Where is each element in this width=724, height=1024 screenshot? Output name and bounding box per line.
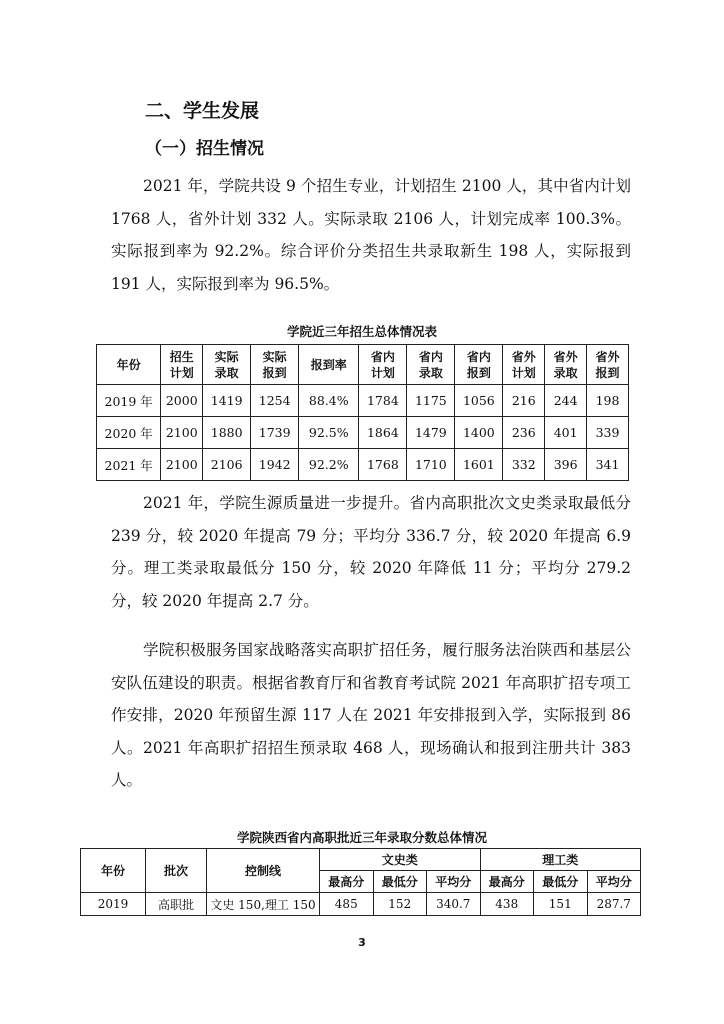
- table-cell: 2019: [81, 893, 146, 916]
- table-cell: 高职批: [146, 893, 207, 916]
- table-cell: 2019 年: [97, 385, 161, 417]
- t1-col-in-report: 省内 报到: [455, 345, 503, 385]
- table-cell: 1739: [251, 417, 299, 449]
- table-cell: 2021 年: [97, 449, 161, 481]
- table-cell: 88.4%: [299, 385, 359, 417]
- table-cell: 1880: [203, 417, 251, 449]
- section-heading: 二、学生发展: [145, 100, 260, 122]
- t2-col-batch: 批次: [146, 849, 207, 893]
- table2-header-row: [81, 849, 641, 871]
- table-cell: 2106: [203, 449, 251, 481]
- table-cell: 1479: [407, 417, 455, 449]
- t1-col-plan: 招生 计划: [161, 345, 203, 385]
- table-cell: 1784: [359, 385, 407, 417]
- table-cell: 2100: [161, 417, 203, 449]
- score-table: [80, 848, 641, 916]
- t2-col-control: 控制线: [207, 849, 320, 893]
- t2-sci-avg: 平均分: [587, 871, 641, 893]
- table-cell: 1254: [251, 385, 299, 417]
- table-cell: 1942: [251, 449, 299, 481]
- table-cell: 339: [587, 417, 629, 449]
- paragraph-enrollment: 2021 年，学院共设 9 个招生专业，计划招生 2100 人，其中省内计划 1768 人，省外计划 332 人。实际录取 2106 人，计划完成率 100.3%。实际报到率为 92.2%。综合评价分类招生共录取新生 198 人，实际报到 191 人，实际报到率为 96.5%。: [111, 177, 631, 293]
- t1-col-report: 实际 报到: [251, 345, 299, 385]
- t2-arts-min: 最低分: [373, 871, 427, 893]
- table-cell: 2000: [161, 385, 203, 417]
- table-cell: 92.2%: [299, 449, 359, 481]
- table-cell: 332: [503, 449, 545, 481]
- table-cell: 396: [545, 449, 587, 481]
- page-number: 3: [358, 936, 366, 949]
- table-cell: 340.7: [427, 893, 481, 916]
- table-cell: 438: [480, 893, 534, 916]
- t2-sci-max: 最高分: [480, 871, 534, 893]
- table-cell: 401: [545, 417, 587, 449]
- table-cell: 1175: [407, 385, 455, 417]
- table-cell: 92.5%: [299, 417, 359, 449]
- table-cell: 1864: [359, 417, 407, 449]
- t1-col-in-plan: 省内 计划: [359, 345, 407, 385]
- table1-header-row: [97, 345, 629, 385]
- t2-group-arts: 文史类: [320, 849, 481, 871]
- table-cell: 198: [587, 385, 629, 417]
- table-cell: 2100: [161, 449, 203, 481]
- table-cell: 244: [545, 385, 587, 417]
- table-cell: 2020 年: [97, 417, 161, 449]
- paragraph-expansion: 学院积极服务国家战略落实高职扩招任务，履行服务法治陕西和基层公安队伍建设的职责。根据省教育厅和省教育考试院 2021 年高职扩招专项工作安排，2020 年预留生源 117 人在 2021 年安排报到入学，实际报到 86 人。2021 年高职扩招招生预录取 468 人，现场确认和报到注册共计 383 人。: [111, 641, 631, 789]
- t1-col-year: 年份: [97, 345, 161, 385]
- table-cell: 216: [503, 385, 545, 417]
- t2-sci-min: 最低分: [534, 871, 588, 893]
- table-cell: 236: [503, 417, 545, 449]
- table-row: [97, 417, 629, 449]
- table2-caption: 学院陕西省内高职批近三年录取分数总体情况: [236, 830, 487, 845]
- table-cell: 485: [320, 893, 374, 916]
- paragraph-quality: 2021 年，学院生源质量进一步提升。省内高职批次文史类录取最低分 239 分，较 2020 年提高 79 分；平均分 336.7 分，较 2020 年提高 6.9 分。理工类录取最低分 150 分，较 2020 年降低 11 分；平均分 279.2 分，较 2020 年提高 2.7 分。: [111, 494, 631, 610]
- t1-col-out-plan: 省外 计划: [503, 345, 545, 385]
- t1-col-out-report: 省外 报到: [587, 345, 629, 385]
- table-cell: 1056: [455, 385, 503, 417]
- table-cell: 1400: [455, 417, 503, 449]
- table-row: [97, 449, 629, 481]
- enrollment-table: [96, 344, 629, 481]
- t1-col-rate: 报到率: [299, 345, 359, 385]
- t1-col-admit: 实际 录取: [203, 345, 251, 385]
- t1-col-in-admit: 省内 录取: [407, 345, 455, 385]
- table-cell: 287.7: [587, 893, 641, 916]
- t1-col-out-admit: 省外 录取: [545, 345, 587, 385]
- subsection-heading: （一）招生情况: [145, 139, 264, 159]
- t2-arts-max: 最高分: [320, 871, 374, 893]
- table-cell: 1601: [455, 449, 503, 481]
- t2-col-year: 年份: [81, 849, 146, 893]
- table-cell: 1710: [407, 449, 455, 481]
- table-cell: 151: [534, 893, 588, 916]
- table-cell: 1419: [203, 385, 251, 417]
- table-cell: 1768: [359, 449, 407, 481]
- table-cell: 152: [373, 893, 427, 916]
- table1-caption: 学院近三年招生总体情况表: [286, 324, 437, 339]
- table-cell: 文史 150,理工 150: [207, 893, 320, 916]
- table-row: [81, 893, 641, 916]
- t2-arts-avg: 平均分: [427, 871, 481, 893]
- table-row: [97, 385, 629, 417]
- t2-group-sci: 理工类: [480, 849, 641, 871]
- table-cell: 341: [587, 449, 629, 481]
